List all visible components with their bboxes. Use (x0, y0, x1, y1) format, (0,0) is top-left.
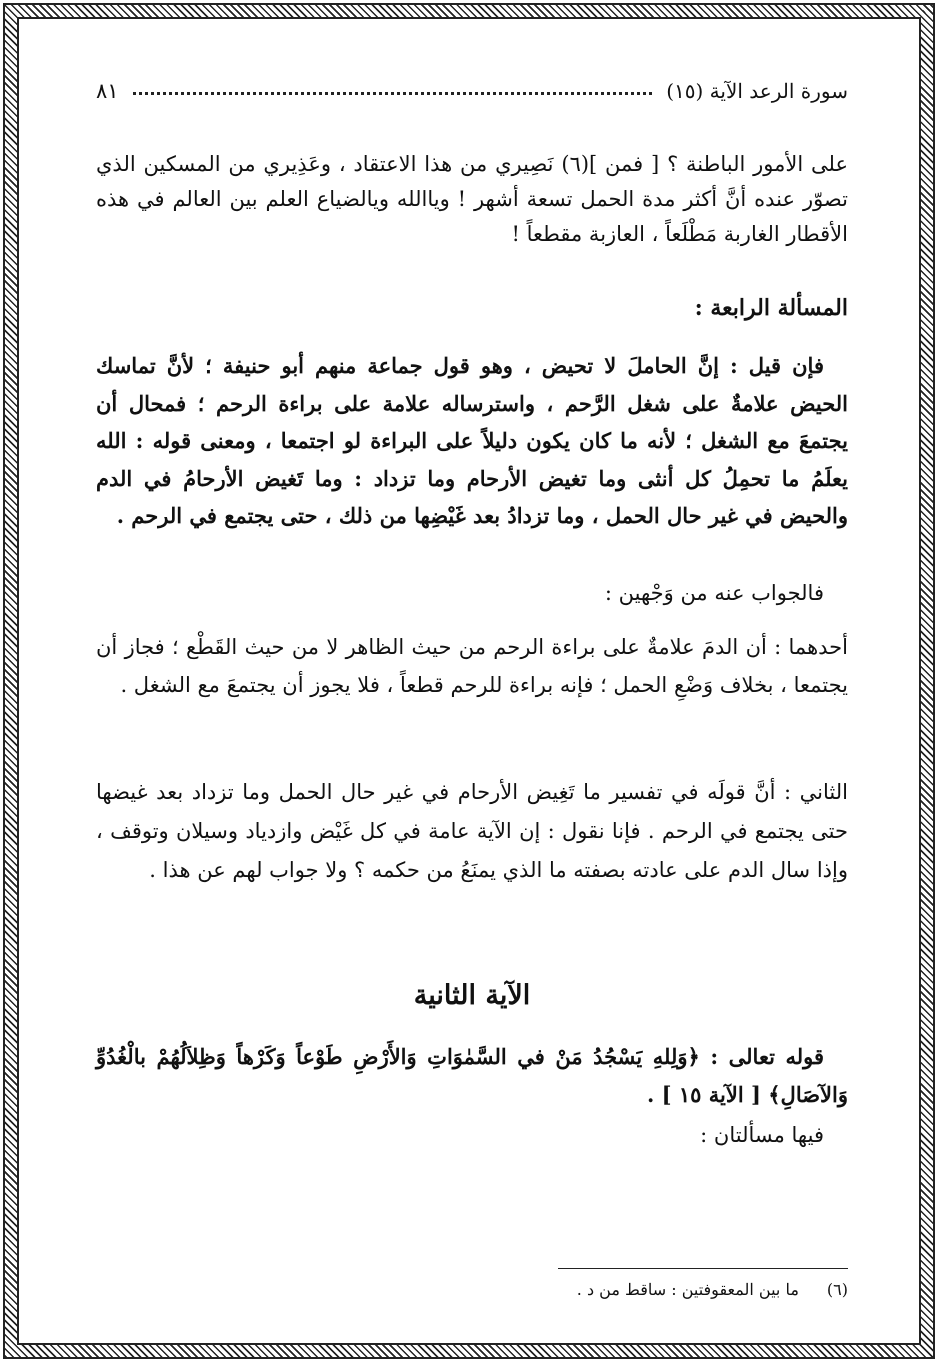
page-number: ٨١ (96, 79, 119, 103)
paragraph-objection: فإن قيل : إنَّ الحاملَ لا تحيض ، وهو قول جماعة منهم أبو حنيفة ؛ لأنَّ تماسك الحيض علامةٌ على شغل الرَّحم ، واسترساله علامة على براءة الرحم ؛ فمحال أن يجتمعَ مع الشغل ؛ لأنه ما كان يكون دليلاً على البراءة لو اجتمعا ، ومعنى قوله : الله يعلَمُ ما تحمِلُ كل أنثى وما تغيض الأرحام وما تزداد : وما تَغيض الأرحامُ في الدم والحيض في غير حال الحمل ، وما تزدادُ بعد غَيْضِها من ذلك ، حتى يجتمع في الرحم . (96, 353, 848, 528)
footnote-text: ما بين المعقوفتين : ساقط من د . (576, 1280, 799, 1299)
paragraph-second-answer: الثاني : أنَّ قولَه في تفسير ما تَغِيض الأرحام في غير حال الحمل وما تزداد بعد غيضها حتى يجتمع في الرحم . فإنا نقول : إن الآية عامة في كل غَيْض وازدياد وسيلان وتوقف ، وإذا سال الدم على عادته بصفته ما الذي يمنَعُ من حكمه ؟ ولا جواب لهم عن هذا . (96, 780, 848, 882)
page-content (96, 70, 848, 1340)
paragraph-first-answer: أحدهما : أن الدمَ علامةٌ على براءة الرحم من حيث الظاهر لا من حيث القَطْع ؛ فجاز أن يجتمعا ، بخلاف وَضْعِ الحمل ؛ فإنه براءة للرحم قطعاً ، فلا يجوز أن يجتمعَ مع الشغل . (96, 635, 848, 697)
running-title: سورة الرعد الآية (١٥) (666, 79, 848, 103)
paragraph-answer-intro: فالجواب عنه من وَجْهين : (604, 581, 824, 605)
paragraph-two-issues: فيها مسألتان : (700, 1123, 824, 1147)
paragraph-verse: قوله تعالى : ﴿وَلِلهِ يَسْجُدُ مَنْ في السَّمٰوَاتِ وَالأَرْضِ طَوْعاً وَكَرْهاً وَظِلاَلُهُمْ بالْغُدُوِّ وَالآصَالِ﴾ [ الآية ١٥ ] . (96, 1044, 848, 1107)
paragraph-intro: على الأمور الباطنة ؟ [ فمن ](٦) نَصِيري من هذا الاعتقاد ، وعَذِيري من المسكين الذي تصوّر عنده أنَّ أكثر مدة الحمل تسعة أشهر ! وياالله ويالضياع العلم بين العالم في هذه الأقطار الغاربة مَطْلَعاً ، العازبة مقطعاً ! (96, 152, 848, 246)
footnote-separator (558, 1268, 848, 1269)
section-title: الآية الثانية (413, 980, 531, 1011)
footnote (577, 1280, 848, 1299)
footnote-number: (٦) (826, 1280, 848, 1299)
header-leader-dots (133, 92, 653, 95)
heading-fourth-issue: المسألة الرابعة : (694, 295, 848, 321)
running-header (96, 76, 848, 106)
